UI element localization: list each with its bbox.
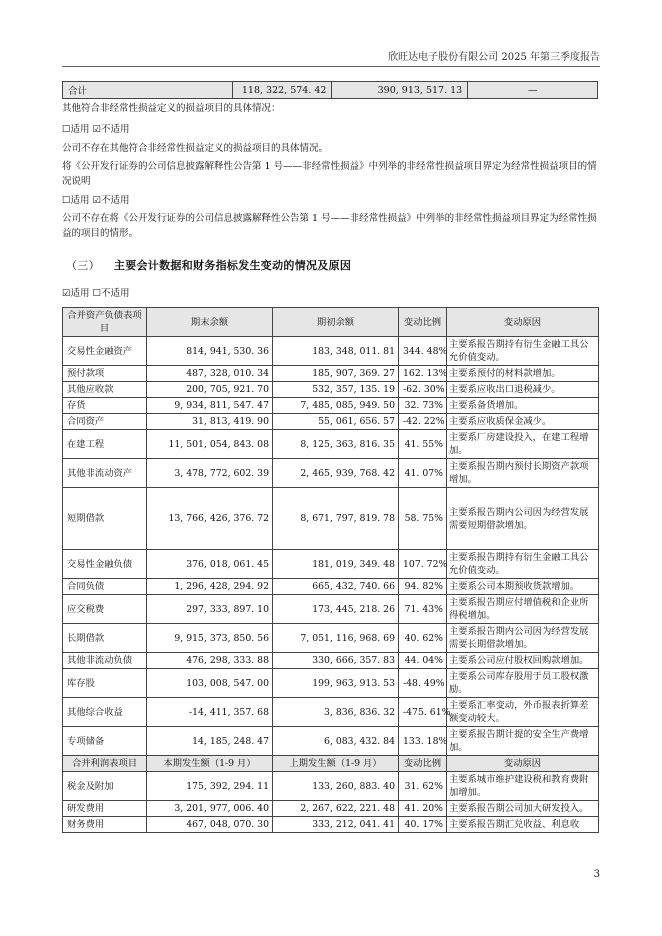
total-table [62, 81, 598, 99]
table-row [63, 727, 599, 756]
row-item: 库存股 [63, 669, 147, 698]
total-note: — [468, 82, 598, 99]
row-begin-balance: 8, 671, 797, 819. 78 [273, 488, 399, 550]
row-end-balance: 297, 333, 897. 10 [147, 595, 273, 624]
row-change-ratio: 40. 62% [399, 624, 447, 653]
table-row [63, 382, 599, 398]
total-label: 合计 [63, 82, 233, 99]
row-end-balance: 376, 018, 061. 45 [147, 550, 273, 579]
row-item: 存货 [63, 398, 147, 414]
row-reason: 主要系应收出口退税减少。 [447, 382, 599, 398]
row-begin-balance: 199, 963, 913. 53 [273, 669, 399, 698]
row-begin-balance: 173, 445, 218. 26 [273, 595, 399, 624]
column-header: 合并利润表项目 [63, 756, 147, 772]
row-change-ratio: 162. 13% [399, 366, 447, 382]
section-number: （三） [66, 259, 100, 272]
row-end-balance: 200, 705, 921. 70 [147, 382, 273, 398]
row-begin-balance: 2, 267, 622, 221. 48 [273, 801, 399, 817]
row-item: 财务费用 [63, 817, 147, 833]
column-header: 变动比例 [399, 308, 447, 337]
row-change-ratio: 58. 75% [399, 488, 447, 550]
table-row [63, 595, 599, 624]
row-change-ratio: 344. 48% [399, 337, 447, 366]
row-change-ratio: 41. 20% [399, 801, 447, 817]
row-change-ratio: 133. 18% [399, 727, 447, 756]
row-item: 交易性金融资产 [63, 337, 147, 366]
table-row [63, 82, 598, 99]
column-header: 本期发生额（1-9 月） [147, 756, 273, 772]
row-begin-balance: 333, 212, 041. 41 [273, 817, 399, 833]
row-begin-balance: 532, 357, 135. 19 [273, 382, 399, 398]
column-header: 变动原因 [447, 308, 599, 337]
page-number: 3 [593, 869, 600, 880]
row-change-ratio: 71. 43% [399, 595, 447, 624]
row-item: 预付款项 [63, 366, 147, 382]
row-change-ratio: -42. 22% [399, 414, 447, 430]
row-end-balance: 487, 328, 010. 34 [147, 366, 273, 382]
row-end-balance: 814, 941, 530. 36 [147, 337, 273, 366]
row-item: 其他应收款 [63, 382, 147, 398]
table-header-row [63, 756, 599, 772]
row-change-ratio: -48. 49% [399, 669, 447, 698]
row-begin-balance: 8, 125, 363, 816. 35 [273, 430, 399, 459]
row-end-balance: -14, 411, 357. 68 [147, 698, 273, 727]
applicability-line: ☐适用 ☑不适用 [62, 195, 130, 206]
section-heading [66, 257, 351, 273]
row-reason: 主要系汇率变动，外币报表折算差额变动较大。 [447, 698, 599, 727]
row-reason: 主要系报告期持有衍生金融工具公允价值变动。 [447, 337, 599, 366]
row-reason: 主要系报告期内公司因为经营发展需要短期借款增加。 [447, 488, 599, 550]
row-change-ratio: 41. 55% [399, 430, 447, 459]
table-row [63, 772, 599, 801]
row-change-ratio: 32. 73% [399, 398, 447, 414]
row-begin-balance: 185, 907, 369. 27 [273, 366, 399, 382]
table-row [63, 366, 599, 382]
column-header: 期初余额 [273, 308, 399, 337]
row-reason: 主要系报告期内预付长期资产款项增加。 [447, 459, 599, 488]
row-reason: 主要系公司本期预收货款增加。 [447, 579, 599, 595]
page-header: 欣旺达电子股份有限公司 2025 年第三季度报告 [388, 52, 600, 63]
row-change-ratio: 41. 07% [399, 459, 447, 488]
table-row [63, 337, 599, 366]
row-change-ratio: -475. 61% [399, 698, 447, 727]
table-row [63, 398, 599, 414]
row-end-balance: 11, 501, 054, 843. 08 [147, 430, 273, 459]
total-current: 118, 322, 574. 42 [232, 82, 332, 99]
row-begin-balance: 181, 019, 349. 48 [273, 550, 399, 579]
column-header: 期末余额 [147, 308, 273, 337]
row-end-balance: 3, 478, 772, 602. 39 [147, 459, 273, 488]
paragraph: 公司不存在其他符合非经常性损益定义的损益项目的具体情况。 [62, 143, 329, 154]
header-divider [62, 66, 600, 67]
table-row [63, 669, 599, 698]
row-reason: 主要系公司库存股用于员工股权激励。 [447, 669, 599, 698]
row-end-balance: 9, 915, 373, 850. 56 [147, 624, 273, 653]
row-item: 税金及附加 [63, 772, 147, 801]
row-change-ratio: -62. 30% [399, 382, 447, 398]
applicability-line: ☑适用 ☐不适用 [62, 288, 130, 299]
table-row [63, 459, 599, 488]
row-begin-balance: 665, 432, 740. 66 [273, 579, 399, 595]
row-item: 其他非流动负债 [63, 653, 147, 669]
row-item: 应交税费 [63, 595, 147, 624]
table-row [63, 653, 599, 669]
paragraph: 公司不存在将《公开发行证券的公司信息披露解释性公告第 1 号——非经常性损益》中列举的非经常性损益项目界定为经常性损益的项目的情形。 [62, 213, 597, 239]
row-item: 其他非流动资产 [63, 459, 147, 488]
section-title: 主要会计数据和财务指标发生变动的情况及原因 [113, 259, 352, 272]
row-end-balance: 476, 298, 333. 88 [147, 653, 273, 669]
row-begin-balance: 6, 083, 432. 84 [273, 727, 399, 756]
row-begin-balance: 2, 465, 939, 768. 42 [273, 459, 399, 488]
row-begin-balance: 7, 485, 085, 949. 50 [273, 398, 399, 414]
row-change-ratio: 31. 62% [399, 772, 447, 801]
row-change-ratio: 107. 72% [399, 550, 447, 579]
column-header: 上期发生额（1-9 月） [273, 756, 399, 772]
column-header: 变动比例 [399, 756, 447, 772]
column-header: 变动原因 [447, 756, 599, 772]
row-reason: 主要系城市维护建设税和教育费附加增加。 [447, 772, 599, 801]
table-header-row [63, 308, 599, 337]
row-item: 长期借款 [63, 624, 147, 653]
row-end-balance: 31, 813, 419. 90 [147, 414, 273, 430]
row-begin-balance: 133, 260, 883. 40 [273, 772, 399, 801]
table-row [63, 817, 599, 833]
row-end-balance: 13, 766, 426, 376. 72 [147, 488, 273, 550]
table-row [63, 624, 599, 653]
row-item: 合同负债 [63, 579, 147, 595]
table-row [63, 550, 599, 579]
row-reason: 主要系报告期应付增值税和企业所得税增加。 [447, 595, 599, 624]
row-reason: 主要系报告期公司加大研发投入。 [447, 801, 599, 817]
row-end-balance: 3, 201, 977, 006. 40 [147, 801, 273, 817]
row-begin-balance: 7, 051, 116, 968. 69 [273, 624, 399, 653]
row-end-balance: 103, 008, 547. 00 [147, 669, 273, 698]
table-row [63, 579, 599, 595]
row-reason: 主要系报告期汇兑收益、利息收 [447, 817, 599, 833]
row-end-balance: 467, 048, 070. 30 [147, 817, 273, 833]
row-reason: 主要系公司应付股权回购款增加。 [447, 653, 599, 669]
row-change-ratio: 40. 17% [399, 817, 447, 833]
row-item: 合同资产 [63, 414, 147, 430]
row-end-balance: 14, 185, 248. 47 [147, 727, 273, 756]
table-row [63, 488, 599, 550]
row-reason: 主要系备货增加。 [447, 398, 599, 414]
row-change-ratio: 44. 04% [399, 653, 447, 669]
row-reason: 主要系报告期内公司因为经营发展需要长期借款增加。 [447, 624, 599, 653]
row-reason: 主要系应收质保金减少。 [447, 414, 599, 430]
paragraph: 将《公开发行证券的公司信息披露解释性公告第 1 号——非经常性损益》中列举的非经常性损益项目界定为经常性损益项目的情况说明 [62, 161, 597, 187]
row-begin-balance: 183, 348, 011. 81 [273, 337, 399, 366]
row-begin-balance: 3, 836, 836. 32 [273, 698, 399, 727]
paragraph: 其他符合非经常性损益定义的损益项目的具体情况： [62, 103, 281, 114]
row-begin-balance: 330, 666, 357. 83 [273, 653, 399, 669]
table-row [63, 430, 599, 459]
table-row [63, 801, 599, 817]
row-reason: 主要系厂房建设投入，在建工程增加。 [447, 430, 599, 459]
row-end-balance: 9, 934, 811, 547. 47 [147, 398, 273, 414]
total-previous: 390, 913, 517. 13 [332, 82, 468, 99]
row-item: 研发费用 [63, 801, 147, 817]
table-row [63, 698, 599, 727]
row-begin-balance: 55, 061, 656. 57 [273, 414, 399, 430]
column-header: 合并资产负债表项目 [63, 308, 147, 337]
row-reason: 主要系预付的材料款增加。 [447, 366, 599, 382]
row-end-balance: 175, 392, 294. 11 [147, 772, 273, 801]
row-item: 在建工程 [63, 430, 147, 459]
row-end-balance: 1, 296, 428, 294. 92 [147, 579, 273, 595]
row-item: 短期借款 [63, 488, 147, 550]
row-reason: 主要系报告期计提的安全生产费增加。 [447, 727, 599, 756]
changes-table [62, 307, 599, 833]
applicability-line: ☐适用 ☑不适用 [62, 124, 130, 135]
table-row [63, 414, 599, 430]
row-reason: 主要系报告期持有衍生金融工具公允价值变动。 [447, 550, 599, 579]
row-change-ratio: 94. 82% [399, 579, 447, 595]
row-item: 专项储备 [63, 727, 147, 756]
row-item: 交易性金融负债 [63, 550, 147, 579]
row-item: 其他综合收益 [63, 698, 147, 727]
